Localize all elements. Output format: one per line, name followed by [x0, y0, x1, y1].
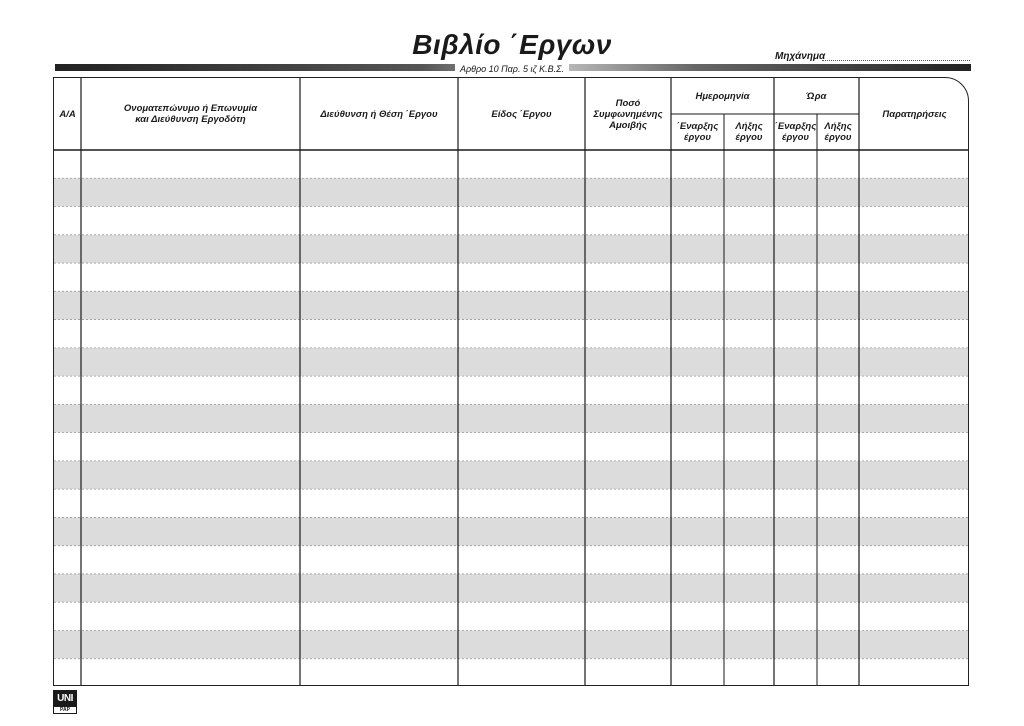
column-header-date-group — [671, 78, 774, 114]
column-header-address — [300, 78, 458, 150]
legal-reference-text: Αρθρο 10 Παρ. 5 ιζ Κ.Β.Σ. — [455, 64, 569, 74]
table-row[interactable] — [54, 178, 969, 206]
column-header-time-end — [817, 114, 859, 150]
column-header-time-end-line2: έργου — [824, 132, 852, 143]
column-header-time-group — [774, 78, 859, 114]
table-row[interactable] — [54, 235, 969, 263]
ledger-table — [53, 77, 969, 686]
column-header-amount — [585, 78, 671, 150]
table-row[interactable] — [54, 404, 969, 432]
column-header-remarks-text: Παρατηρήσεις — [882, 108, 947, 120]
table-row[interactable] — [54, 489, 969, 517]
table-row[interactable] — [54, 602, 969, 630]
table-row[interactable] — [54, 320, 969, 348]
column-header-aa-text: Α/Α — [59, 108, 76, 120]
table-row[interactable] — [54, 659, 969, 686]
column-header-amount-line2: Συμφωνημένης — [593, 108, 663, 120]
column-header-time-start-line2: έργου — [781, 132, 809, 143]
table-row[interactable] — [54, 574, 969, 602]
column-header-remarks — [859, 78, 969, 150]
column-header-date-start-line2: έργου — [683, 132, 711, 143]
column-header-date-group-text: Ημερομηνία — [695, 90, 750, 102]
brand-logo-sub: PAP — [53, 706, 77, 714]
column-header-amount-line3: Αμοιβής — [609, 119, 647, 131]
table-row[interactable] — [54, 433, 969, 461]
column-header-time-end-line1: Λήξης — [824, 121, 852, 132]
legal-reference — [0, 64, 1024, 75]
machine-label: Μηχάνημα — [775, 51, 826, 62]
column-header-type — [458, 78, 585, 150]
column-header-time-start-line1: ΄Εναρξης — [774, 121, 817, 132]
table-row[interactable] — [54, 376, 969, 404]
column-header-time-group-text: Ώρα — [806, 90, 827, 102]
column-header-date-end-line2: έργου — [735, 132, 763, 143]
table-row[interactable] — [54, 461, 969, 489]
table-row[interactable] — [54, 630, 969, 658]
column-header-address-text: Διεύθυνση ή Θέση ΄Εργου — [320, 108, 438, 120]
table-row[interactable] — [54, 207, 969, 235]
column-header-amount-line1: Ποσό — [615, 97, 641, 109]
column-header-date-start-line1: ΄Εναρξης — [676, 121, 719, 132]
column-header-employer-line1: Ονοματεπώνυμο ή Επωνυμία — [123, 103, 258, 114]
table-row[interactable] — [54, 263, 969, 291]
machine-fill-line[interactable] — [822, 60, 970, 61]
column-header-date-end — [724, 114, 774, 150]
brand-logo: UNI — [53, 690, 77, 706]
column-header-type-text: Είδος ΄Εργου — [491, 108, 552, 120]
column-header-aa — [54, 78, 81, 150]
table-row[interactable] — [54, 546, 969, 574]
table-row[interactable] — [54, 291, 969, 319]
table-row[interactable] — [54, 517, 969, 545]
page-title: Βιβλίο ΄Εργων — [412, 29, 612, 60]
ledger-grid — [54, 78, 969, 686]
table-row[interactable] — [54, 150, 969, 178]
table-row[interactable] — [54, 348, 969, 376]
column-header-time-start — [774, 114, 817, 150]
column-header-employer-line2: και Διεύθυνση Εργοδότη — [135, 114, 246, 125]
column-header-date-end-line1: Λήξης — [735, 121, 763, 132]
column-header-employer — [81, 78, 300, 150]
column-header-date-start — [671, 114, 724, 150]
